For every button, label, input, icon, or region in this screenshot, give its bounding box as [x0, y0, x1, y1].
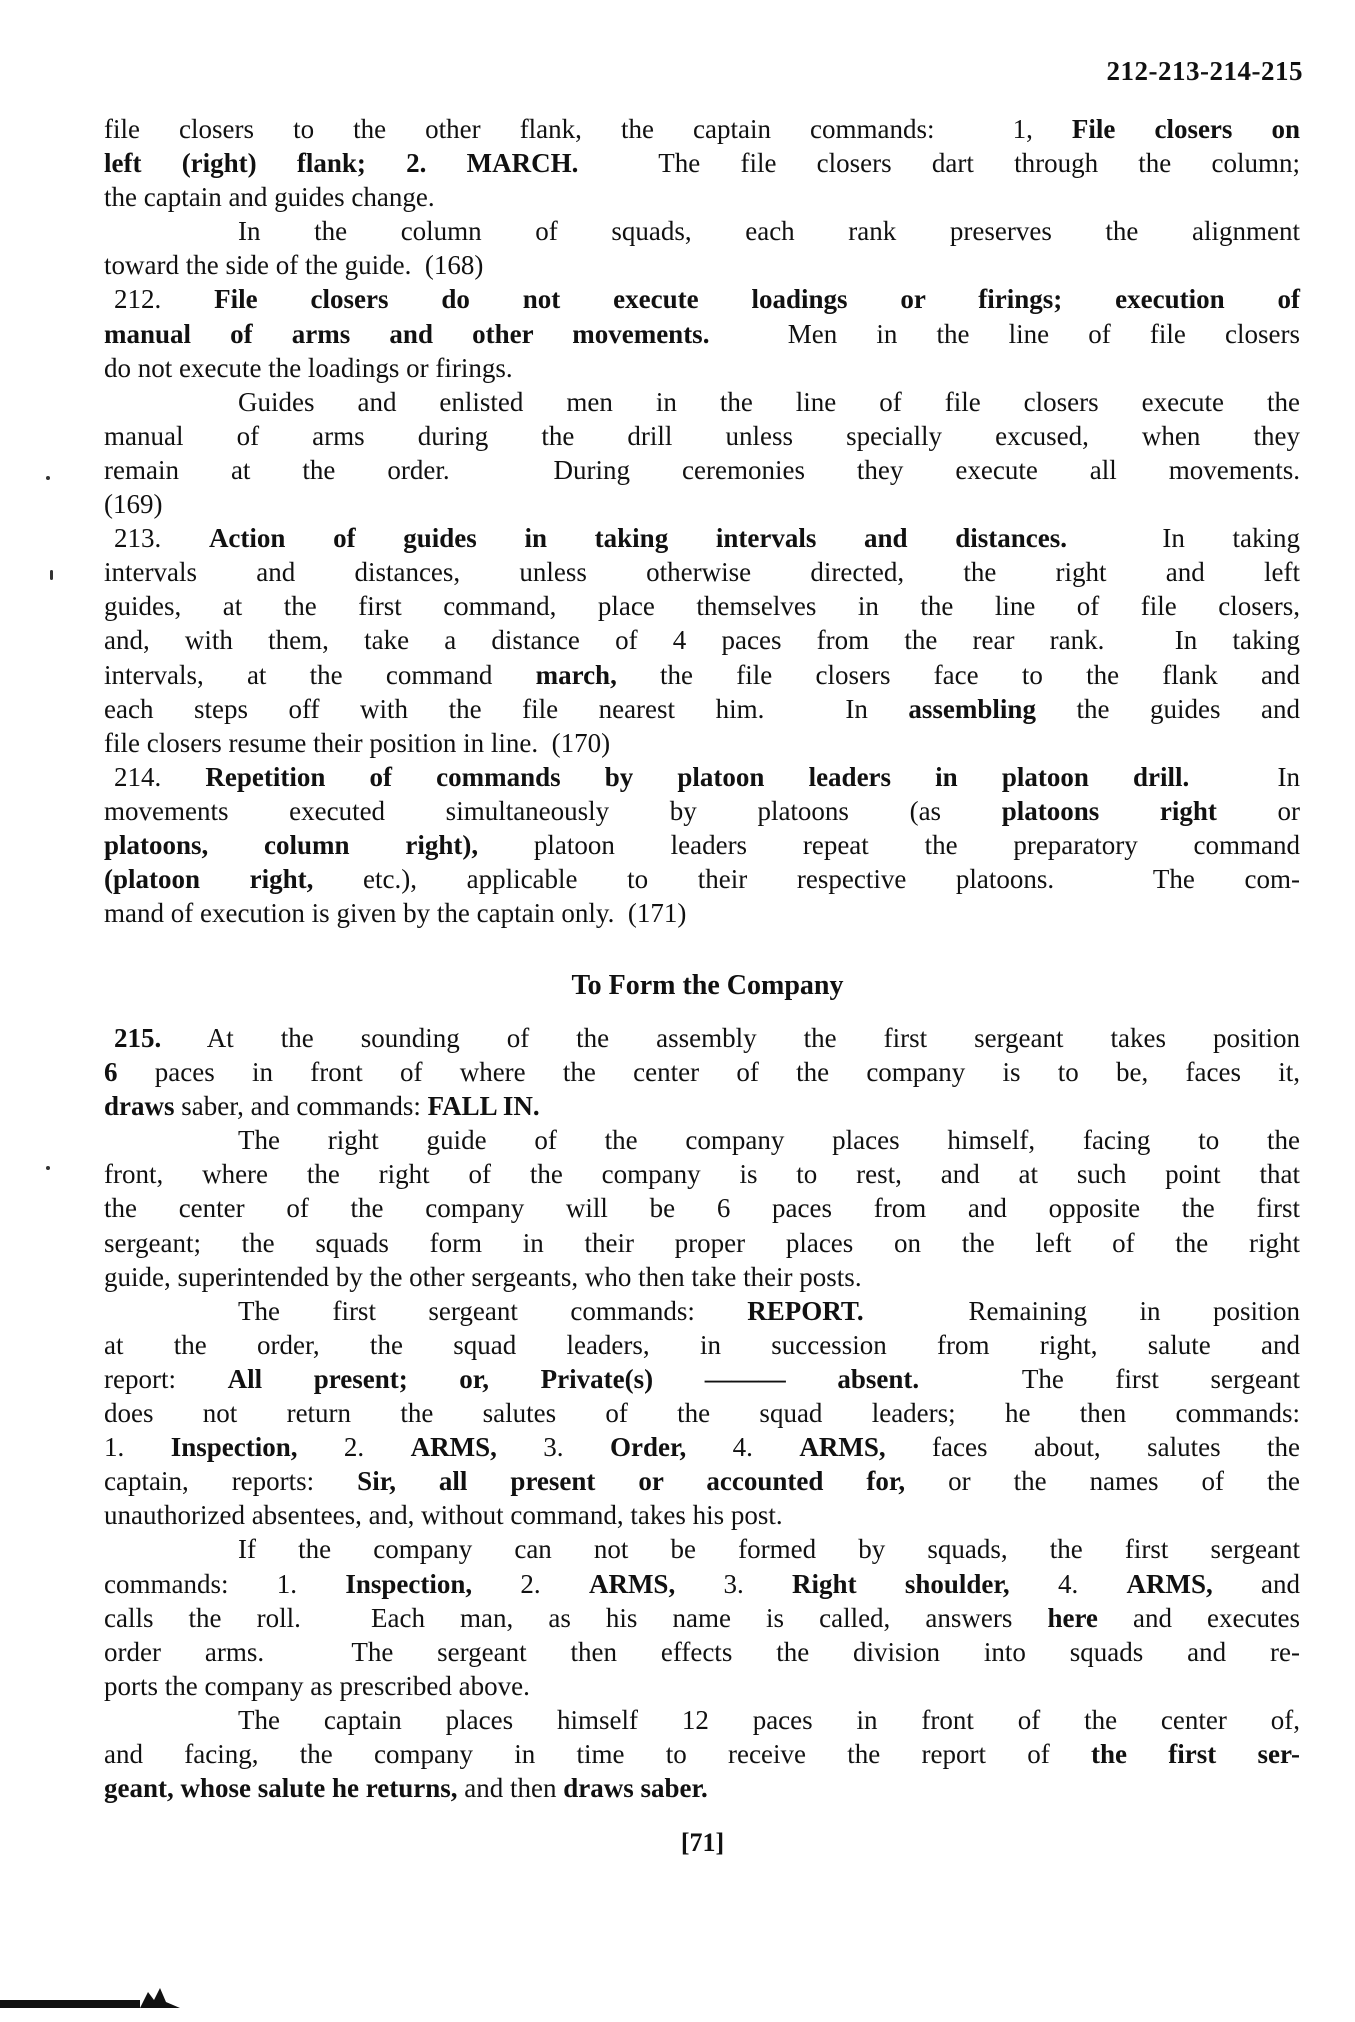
text-line: [104, 1396, 1300, 1430]
text-line: [104, 726, 1300, 760]
text-run: Men in the line of file closers: [709, 318, 1300, 349]
text-line: [104, 1498, 1300, 1532]
text-block-sections-211-214: [104, 112, 1300, 930]
text-line: [104, 623, 1300, 657]
text-line: [104, 1669, 1300, 1703]
bold-text-run: ARMS,: [588, 1568, 676, 1599]
text-run: In taking: [1067, 523, 1301, 554]
scan-edge-artifact: [140, 1988, 180, 2008]
text-run: calls the roll. Each man, as his name is called, answers: [104, 1602, 1048, 1633]
text-run: Guides and enlisted men in the line of file closers execute the: [238, 386, 1300, 417]
text-run: platoon leaders repeat the preparatory command: [478, 829, 1300, 860]
text-run: 3.: [496, 1432, 610, 1463]
text-line: [104, 794, 1300, 828]
bold-text-run: march,: [535, 659, 617, 690]
text-run: does not return the salutes of the squad leaders; he then commands:: [104, 1398, 1300, 1429]
bold-text-run: (platoon right,: [104, 864, 314, 895]
text-line: [104, 1567, 1300, 1601]
text-line: [104, 1464, 1300, 1498]
text-line: [104, 112, 1300, 146]
text-line: [104, 692, 1300, 726]
text-run: faces about, salutes the: [885, 1432, 1300, 1463]
text-run: The right guide of the company places himself, facing to the: [238, 1125, 1300, 1156]
bold-text-run: Sir, all present or accounted for,: [357, 1466, 906, 1497]
text-run: or: [1216, 795, 1301, 826]
text-run: front, where the right of the company is to rest, and at such point that: [104, 1159, 1300, 1190]
bold-text-run: 215.: [114, 1023, 162, 1053]
text-run: mand of execution is given by the captain only. (171): [104, 898, 687, 929]
text-run: the captain and guides change.: [104, 182, 435, 213]
scan-speck: [50, 570, 53, 580]
bold-text-run: platoons right: [1001, 795, 1217, 826]
text-line: [104, 1601, 1300, 1635]
text-line: [104, 453, 1300, 487]
text-line: [104, 555, 1300, 589]
text-line: [104, 1362, 1300, 1396]
bold-text-run: ARMS,: [799, 1432, 886, 1463]
bold-text-run: Action of guides in taking intervals and distances.: [208, 523, 1067, 554]
bold-text-run: ARMS,: [410, 1432, 497, 1463]
text-line: [104, 1737, 1300, 1771]
page-header-section-numbers: 212-213-214-215: [1106, 56, 1303, 86]
text-line: [104, 1260, 1300, 1294]
text-run: 212.: [114, 284, 215, 315]
bold-text-run: File closers on: [1071, 114, 1300, 144]
bold-text-run: platoons, column right),: [104, 829, 479, 860]
text-run: At the sounding of the assembly the first sergeant takes position: [161, 1023, 1300, 1053]
text-run: do not execute the loadings or firings.: [104, 352, 513, 383]
text-run: unauthorized absentees, and, without command, takes his post.: [104, 1500, 783, 1531]
text-line: [104, 1157, 1300, 1191]
text-run: guide, superintended by the other sergeants, who then take their posts.: [104, 1261, 862, 1292]
bold-text-run: Repetition of commands by platoon leaders in platoon drill.: [205, 761, 1190, 792]
text-line: [104, 248, 1300, 282]
text-line: [104, 1703, 1300, 1737]
text-run: movements executed simultaneously by platoons (as: [104, 795, 1002, 826]
text-run: and: [1212, 1568, 1301, 1599]
text-run: order arms. The sergeant then effects the division into squads and re-: [104, 1636, 1300, 1667]
text-run: or the names of the: [905, 1466, 1300, 1497]
section-heading: To Form the Company: [571, 970, 844, 1001]
text-run: (169): [104, 489, 163, 520]
text-run: remain at the order. During ceremonies they execute all movements.: [104, 454, 1300, 485]
text-run: and, with them, take a distance of 4 paces from the rear rank. In taking: [104, 625, 1300, 656]
bold-text-run: Inspection,: [345, 1568, 473, 1599]
text-line: [104, 1226, 1300, 1260]
text-line: [104, 1771, 1300, 1805]
text-run: The first sergeant: [919, 1363, 1300, 1394]
text-line: [104, 828, 1300, 862]
text-run: The file closers dart through the column;: [578, 148, 1300, 179]
text-line: [104, 1532, 1300, 1566]
page-number: [71]: [680, 1828, 725, 1857]
text-run: ports the company as prescribed above.: [104, 1670, 530, 1701]
text-run: 213.: [114, 523, 209, 554]
scan-speck: [46, 1166, 50, 1170]
text-run: at the order, the squad leaders, in succession from right, salute and: [104, 1329, 1300, 1360]
bold-text-run: File closers do not execute loadings or firings; execution of: [214, 284, 1300, 315]
text-run: toward the side of the guide. (168): [104, 250, 484, 281]
bold-text-run: Order,: [609, 1432, 687, 1463]
text-run: 2.: [472, 1568, 589, 1599]
text-run: sergeant; the squads form in their proper places on the left of the right: [104, 1227, 1300, 1258]
scan-speck: [46, 476, 50, 480]
text-run: Remaining in position: [863, 1295, 1300, 1326]
bold-text-run: Right shoulder,: [792, 1568, 1010, 1599]
text-run: captain, reports:: [104, 1466, 358, 1497]
text-run: 3.: [675, 1568, 793, 1599]
text-line: [104, 1055, 1300, 1089]
text-line: [104, 214, 1300, 248]
text-line: [104, 1328, 1300, 1362]
text-run: file closers to the other flank, the captain commands: 1,: [104, 114, 1072, 144]
text-line: [104, 1123, 1300, 1157]
text-run: report:: [104, 1363, 228, 1394]
text-run: and executes: [1097, 1602, 1300, 1633]
text-run: intervals, at the command: [104, 659, 536, 690]
text-run: 2.: [297, 1432, 411, 1463]
text-run: guides, at the first command, place themselves in the line of file closers,: [104, 591, 1300, 622]
text-line: [104, 896, 1300, 930]
bold-text-run: manual of arms and other movements.: [104, 318, 710, 349]
text-line: [104, 1021, 1300, 1055]
scan-edge-artifact: [0, 2000, 140, 2008]
text-run: and then: [457, 1773, 564, 1804]
text-run: 1.: [104, 1432, 171, 1463]
text-line: [104, 862, 1300, 896]
text-run: The first sergeant commands:: [238, 1295, 748, 1326]
bold-text-run: here: [1047, 1602, 1098, 1633]
text-run: the center of the company will be 6 paces from and opposite the first: [104, 1193, 1300, 1224]
text-line: [104, 1294, 1300, 1328]
text-line: [104, 351, 1300, 385]
text-run: 4.: [1009, 1568, 1127, 1599]
bold-text-run: the first ser-: [1091, 1738, 1300, 1769]
bold-text-run: All present; or, Private(s) ——— absent.: [227, 1363, 920, 1394]
text-run: In the column of squads, each rank preserves the alignment: [238, 216, 1300, 247]
bold-text-run: geant, whose salute he returns,: [104, 1773, 458, 1804]
text-line: [104, 180, 1300, 214]
text-line: [104, 317, 1300, 351]
text-line: [104, 487, 1300, 521]
bold-text-run: left (right) flank; 2. MARCH.: [104, 148, 579, 179]
bold-text-run: 6: [104, 1057, 118, 1088]
bold-text-run: draws saber.: [563, 1773, 708, 1804]
text-line: [104, 658, 1300, 692]
text-run: and facing, the company in time to receive the report of: [104, 1738, 1092, 1769]
text-run: manual of arms during the drill unless specially excused, when they: [104, 420, 1300, 451]
text-line: [104, 1430, 1300, 1464]
text-run: etc.), applicable to their respective platoons. The com-: [313, 864, 1300, 895]
text-line: [104, 521, 1300, 555]
text-run: If the company can not be formed by squads, the first sergeant: [238, 1534, 1300, 1565]
text-line: [104, 1089, 1300, 1123]
text-line: [104, 419, 1300, 453]
text-run: In: [1189, 761, 1301, 792]
text-line: [104, 1635, 1300, 1669]
text-run: each steps off with the file nearest him. In: [104, 693, 909, 724]
text-run: the guides and: [1035, 693, 1301, 724]
text-line: [104, 589, 1300, 623]
bold-text-run: draws: [104, 1091, 175, 1122]
bold-text-run: REPORT.: [747, 1295, 864, 1326]
text-run: The captain places himself 12 paces in front of the center of,: [238, 1704, 1300, 1735]
text-line: [104, 385, 1300, 419]
text-run: saber, and commands:: [174, 1091, 428, 1122]
text-run: paces in front of where the center of the company is to be, faces it,: [117, 1057, 1300, 1088]
text-run: intervals and distances, unless otherwise directed, the right and left: [104, 557, 1300, 588]
bold-text-run: assembling: [908, 693, 1036, 724]
text-block-section-215: [104, 1021, 1300, 1805]
bold-text-run: ARMS,: [1126, 1568, 1213, 1599]
bold-text-run: Inspection,: [170, 1432, 298, 1463]
text-run: commands: 1.: [104, 1568, 346, 1599]
text-line: [104, 1191, 1300, 1225]
text-line: [104, 282, 1300, 316]
text-line: [104, 146, 1300, 180]
text-run: the file closers face to the flank and: [616, 659, 1300, 690]
text-run: 4.: [686, 1432, 800, 1463]
text-run: 214.: [114, 761, 206, 792]
text-line: [104, 760, 1300, 794]
bold-text-run: FALL IN.: [427, 1091, 540, 1122]
text-run: file closers resume their position in line. (170): [104, 727, 611, 758]
